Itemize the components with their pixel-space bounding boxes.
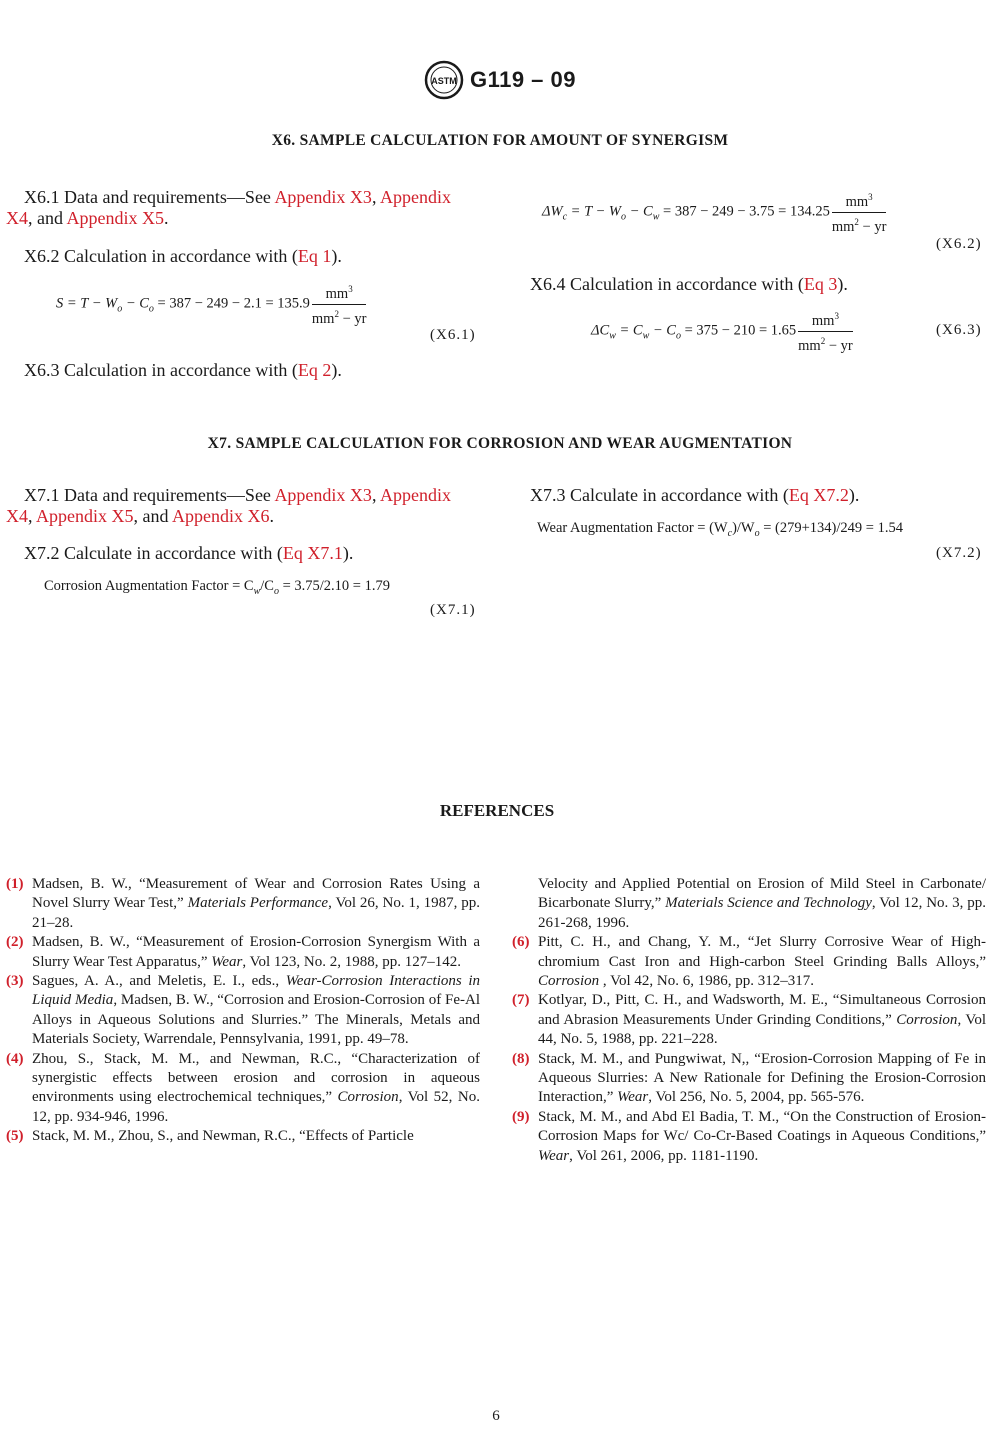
reference-number[interactable]: (3): [6, 973, 24, 990]
page-number: 6: [492, 1408, 500, 1424]
reference-number[interactable]: (5): [6, 1128, 24, 1145]
reference-text: Zhou, S., Stack, M. M., and Newman, R.C., “Characterization of synergistic effects between erosion and corrosion in aqueous environments using electrochemical techniques,”: [32, 1050, 480, 1106]
equation-x7-1: Corrosion Augmentation Factor = $C_w/C_o = 3.75/2.10 = 1.79$: [44, 578, 390, 597]
reference-item: [8, 972, 480, 1050]
reference-text: , Vol 52, No. 12, pp. 934-946, 1996.: [32, 1089, 480, 1125]
paragraph-x7-2: X7.2 Calculate in accordance with (Eq X7.1).: [24, 543, 354, 563]
link-eq-2[interactable]: Eq 2: [297, 360, 332, 380]
link-appendix-x6[interactable]: Appendix X6: [172, 506, 270, 526]
link-appendix-x4[interactable]: Appendix X4: [6, 187, 451, 228]
equation-x6-3: $\Delta C_w = C_w - C_o = 375 - 210 = 1.65$ $\frac{mm^3}{mm^2 - yr}$: [591, 308, 853, 355]
reference-item: [514, 1050, 986, 1108]
equation-label-x7-2: (X7.2): [936, 545, 982, 561]
reference-number[interactable]: (8): [512, 1050, 530, 1067]
reference-number[interactable]: (2): [6, 934, 24, 951]
reference-text: , Vol 26, No. 1, 1987, pp. 21–28.: [32, 895, 480, 931]
link-eq-3[interactable]: Eq 3: [803, 274, 838, 294]
reference-text: Kotlyar, D., Pitt, C. H., and Wadsworth, M. E., “Simultaneous Corrosion and Abrasion Measurements Under Grinding Conditions,”: [538, 992, 986, 1028]
equation-label-x6-1: (X6.1): [430, 327, 476, 343]
reference-item: [8, 875, 480, 933]
equation-x7-2: Wear Augmentation Factor = $(W_c)/W_o = (279+134)/249 = 1.54$: [537, 520, 903, 539]
reference-text: Wear: [538, 1147, 570, 1164]
reference-text: Pitt, C. H., and Chang, Y. M., “Jet Slurry Corrosive Wear of High-chromium Cast Iron and High-carbon Steel Grinding Balls Alloys,”: [538, 934, 986, 970]
equation-label-x6-3: (X6.3): [936, 322, 982, 338]
reference-text: Velocity and Applied Potential on Erosion of Mild Steel in Carbonate/ Bicarbonate Slurry,”: [538, 876, 986, 912]
paragraph-x7-1: X7.1 Data and requirements—See Appendix X3, Appendix X4, Appendix X5, and Appendix X6.: [6, 485, 451, 526]
section-title-x6: X6. SAMPLE CALCULATION FOR AMOUNT OF SYNERGISM: [271, 132, 729, 149]
paragraph-x6-4: X6.4 Calculation in accordance with (Eq 3).: [530, 274, 848, 294]
reference-item: [514, 991, 986, 1049]
reference-text: Corrosion: [337, 1089, 399, 1106]
link-appendix-x3[interactable]: Appendix X3: [274, 187, 372, 207]
reference-number[interactable]: (1): [6, 876, 24, 892]
reference-item: [514, 1108, 986, 1166]
paragraph-x7-3: X7.3 Calculate in accordance with (Eq X7.2).: [530, 485, 860, 505]
svg-text:ASTM: ASTM: [431, 76, 457, 86]
reference-number[interactable]: (4): [6, 1050, 24, 1067]
reference-text: Materials Performance: [187, 895, 329, 912]
reference-text: Sagues, A. A., and Meletis, E. I., eds.,: [32, 973, 286, 990]
reference-text: , Vol 261, 2006, pp. 1181-1190.: [569, 1147, 759, 1164]
reference-item: [514, 875, 986, 933]
paragraph-x6-2: X6.2 Calculation in accordance with (Eq 1).: [24, 246, 342, 266]
link-eq-1[interactable]: Eq 1: [297, 246, 332, 266]
page-header: [0, 60, 1000, 100]
reference-number[interactable]: (6): [512, 934, 530, 951]
reference-text: Wear: [211, 953, 243, 970]
references-title: REFERENCES: [439, 801, 555, 820]
reference-item: [8, 933, 480, 972]
equation-x6-2: $\Delta W_c = T - W_o - C_w = 387 - 249 - 3.75 = 134.25$ $\frac{mm^3}{mm^2 - yr}$: [542, 189, 886, 236]
equation-label-x7-1: (X7.1): [430, 602, 476, 618]
reference-text: , Vol 123, No. 2, 1988, pp. 127–142.: [242, 953, 461, 970]
link-eq-x7-2[interactable]: Eq X7.2: [788, 485, 849, 505]
astm-logo-icon: [424, 60, 464, 100]
link-eq-x7-1[interactable]: Eq X7.1: [282, 543, 343, 563]
reference-text: Corrosion: [896, 1011, 958, 1028]
reference-text: Madsen, B. W., “Measurement of Erosion-Corrosion Synergism With a Slurry Wear Test Apparatus,”: [32, 934, 480, 970]
reference-text: Stack, M. M., and Pungwiwat, N,, “Erosion-Corrosion Mapping of Fe in Aqueous Slurries: A New Rationale for Defining the Erosion-Corrosion Interaction,”: [538, 1050, 986, 1106]
reference-number[interactable]: (7): [512, 992, 530, 1009]
paragraph-x6-3: X6.3 Calculation in accordance with (Eq 2).: [24, 360, 342, 380]
reference-text: Madsen, B. W., “Measurement of Wear and Corrosion Rates Using a Novel Slurry Wear Test,”: [32, 876, 480, 912]
link-appendix-x5[interactable]: Appendix X5: [36, 506, 134, 526]
reference-text: Corrosion: [538, 973, 600, 990]
document-id: G119 – 09: [469, 67, 577, 92]
equation-x6-1: $S = T - W_o - C_o = 387 - 249 - 2.1 = 135.9$ $\frac{mm^3}{mm^2 - yr}$: [56, 281, 366, 328]
link-appendix-x3[interactable]: Appendix X3: [274, 485, 372, 505]
link-appendix-x5[interactable]: Appendix X5: [66, 208, 164, 228]
reference-text: , Vol 42, No. 6, 1986, pp. 312–317.: [599, 973, 815, 990]
equation-label-x6-2: (X6.2): [936, 236, 982, 252]
reference-text: Materials Science and Technology: [665, 895, 872, 912]
reference-text: , Vol 256, No. 5, 2004, pp. 565-576.: [648, 1089, 865, 1106]
reference-text: Stack, M. M., Zhou, S., and Newman, R.C., “Effects of Particle: [32, 1128, 414, 1145]
reference-item: [514, 933, 986, 991]
reference-item: [8, 1127, 480, 1146]
reference-text: Wear-Corrosion Interactions in Liquid Media: [32, 973, 480, 1009]
link-appendix-x4[interactable]: Appendix X4: [6, 485, 451, 526]
section-title-x7: X7. SAMPLE CALCULATION FOR CORROSION AND WEAR AUGMENTATION: [207, 435, 793, 452]
reference-item: [8, 1050, 480, 1128]
references-column-right: [514, 875, 986, 1166]
reference-number[interactable]: (9): [512, 1108, 530, 1125]
paragraph-x6-1: X6.1 Data and requirements—See Appendix X3, Appendix X4, and Appendix X5.: [6, 187, 451, 228]
reference-text: Wear: [617, 1089, 649, 1106]
reference-text: Stack, M. M., and Abd El Badia, T. M., “On the Construction of Erosion-Corrosion Maps for Wc/ Co-Cr-Based Coatings in Aqueous Conditions,”: [538, 1108, 986, 1145]
reference-text: , Vol 44, No. 5, 1988, pp. 221–228.: [538, 1011, 986, 1048]
reference-text: , Madsen, B. W., “Corrosion and Erosion-Corrosion of Fe-Al Alloys in Aqueous Solutions and Slurries.” The Minerals, Metals and Materials Society, Warrendale, Pennsylvania, 1991, pp. 49–78.: [32, 992, 481, 1048]
references-column-left: [8, 875, 480, 1147]
reference-text: , Vol 12, No. 3, pp. 261-268, 1996.: [538, 895, 986, 931]
